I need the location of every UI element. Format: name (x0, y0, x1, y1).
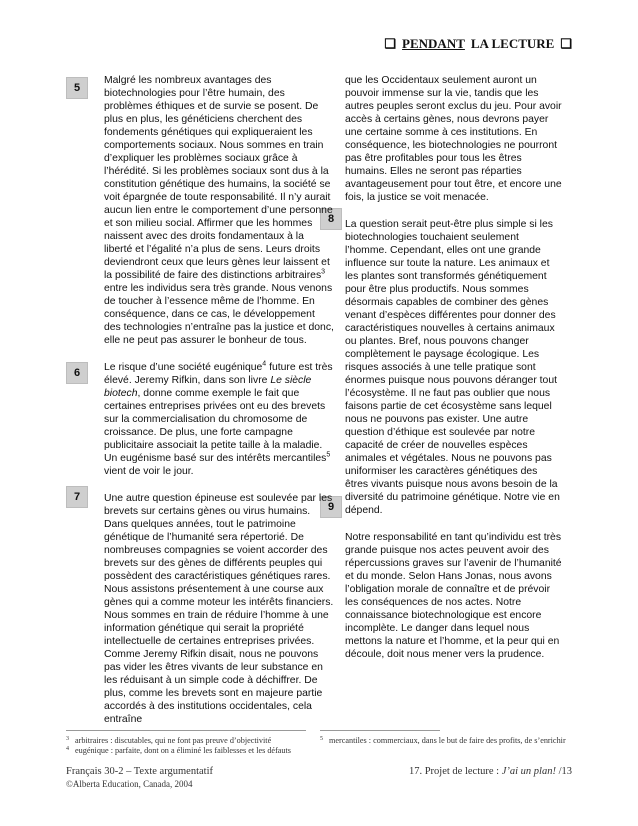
paragraph-5: Malgré les nombreux avantages des biotechnologies pour l’être humain, des problèmes éthiques et de survie se posent. De plus en plus, les généticiens cherchent des fondements génétiques qui expliqueraient les comportements sociaux. Nous sommes en train d’expliquer les problèmes sociaux grâce à l’hérédité. Si les problèmes sociaux sont dus à la constitution génétique des humains, la société se voit épargnée de toute responsabilité. Il n’y aurait aucun lien entre le comportement d’une personne et son milieu social. Affirmer que les hommes naissent avec des droits fondamentaux à la liberté et l’égalité n’a plus de sens. Leurs droits deviendront ceux que leurs gènes leur laissent et la possibilité de faire des distinctions arbitraires$^3$ entre les individus sera très grande. Nous venons de toucher à l’essence même de l’homme. En conséquence, dans ce cas, le développement des technologies n’entraîne pas la justice et donc, elle ne peut pas assurer le bonheur de tous. (104, 75, 334, 346)
footnote-ref-3: 3 (321, 268, 326, 276)
copyright: ©Alberta Education, Canada, 2004 (66, 779, 193, 789)
section-header (384, 36, 572, 52)
footnotes-right (320, 736, 570, 746)
book-title: Le siècle biotech (104, 375, 312, 399)
footnote-4: 4 eugénique : parfaite, dont on a éliminé les faiblesses et les défauts (66, 746, 291, 755)
paragraph-number-5: 5 (66, 77, 88, 99)
paragraph-7-continued: que les Occidentaux seulement auront un pouvoir immense sur la vie, tandis que les autres peuples seront exclus du jeu. Pour avoir accès à certains gènes, nous devrons payer une certaine somme à ces institutions. En conséquence, les biotechnologies ne pourront pas être profitables pour tous les êtres humains. Elles ne seront pas réparties avantageusement pour tout être, et encore une fois, la justice se voit menacée. (345, 75, 562, 203)
right-column (345, 74, 563, 671)
header-rest: LA LECTURE (470, 36, 555, 51)
footnote-ref-5: 5 (326, 451, 331, 459)
paragraph-9: Notre responsabilité en tant qu’individu est très grande puisque nos actes peuvent avoir des répercussions graves sur l’avenir de l’humanité et du monde. Selon Hans Jonas, nous avons l’obligation morale de connaître et de prévoir les conséquences de nos actes. Notre connaissance biotechnologique est encore incomplète. Le danger dans lequel nous mettons la nature et l’homme, et la peur qui en découle, doit nous mener vers la prudence. (345, 532, 562, 660)
paragraph-number-9: 9 (320, 496, 342, 518)
paragraph-number-7: 7 (66, 486, 88, 508)
footnote-5: 5 mercantiles : commerciaux, dans le but de faire des profits, de s’enrichir (320, 736, 566, 745)
left-column (104, 74, 334, 736)
footnote-ref-4: 4 (262, 360, 267, 368)
checkbox-bullet-icon: ❑ (560, 36, 572, 51)
footnotes-left (66, 736, 311, 756)
footnote-rule-right (320, 730, 440, 731)
page-number: /13 (555, 766, 572, 777)
header-pendant: PENDANT (402, 36, 465, 51)
paragraph-number-8: 8 (320, 208, 342, 230)
project-prefix: 17. Projet de lecture : (408, 766, 502, 777)
footnote-rule-left (66, 730, 306, 731)
paragraph-8: La question serait peut-être plus simple si les biotechnologies touchaient seulement l’homme. Cependant, elles ont une grande influence sur toute la nature. Les animaux et les plantes sont transformés génétiquement pour être plus productifs. Nous sommes désormais capables de combiner des gènes venant d’espèces différentes pour donner des caractéristiques nouvelles à certains animaux ou plantes. Bref, nous pouvons changer complètement le paysage écologique. Les risques associés à une telle pratique sont énormes puisque nous pouvons déranger tout l’écosystème. Il ne faut pas oublier que nous faisons partie de cet écosystème sans lequel nous ne pouvons pas exister. Une autre question d’éthique est soulevée par notre capacité de créer de nouvelles espèces animales et végétales. Nous ne pouvons pas uniformiser les caractères génétiques des êtres vivants puisque nous avons besoin de la diversité du patrimoine génétique. Notre vie en dépend. (345, 219, 560, 516)
footnote-3: 3 arbitraires : discutables, qui ne font pas preuve d’objectivité (66, 736, 272, 745)
checkbox-bullet-icon: ❑ (384, 36, 397, 51)
paragraph-6: Le risque d’une société eugénique$^4$ future est très élevé. Jeremy Rifkin, dans son livre Le siècle biotech, donne comme exemple le fait que certaines entreprises privées ont eu des brevets sur la commercialisation du chromosome de croissance. De plus, une forte campagne publicitaire associait la petite taille à la maladie. Un eugénisme basé sur des intérêts mercantiles$^5$ vient de voir le jour. (104, 360, 333, 477)
course-title: Français 30-2 – Texte argumentatif (66, 766, 213, 777)
paragraph-number-6: 6 (66, 362, 88, 384)
footer-right (409, 766, 572, 777)
footer-left (66, 766, 213, 789)
project-title: J’ai un plan! (501, 766, 556, 777)
paragraph-7: Une autre question épineuse est soulevée par les brevets sur certains gènes ou virus humains. Dans quelques années, tout le patrimoine génétique de l’humanité sera répertorié. De nombreuses compagnies se voient accorder des brevets sur des gènes de différents peuples qui possèdent des caractéristiques génétiques rares. Nous assistons présentement à une course aux gènes qui a comme moteur les intérêts financiers. Nous sommes en train de réduire l’homme à une information génétique qui serait la propriété intellectuelle de certaines entreprises privées. Comme Jeremy Rifkin disait, nous ne pouvons pas vider les êtres vivants de leur substance en les réduisant à un simple code à déchiffrer. De plus, comme les brevets sont en majeure partie accordés à des institutions occidentales, cela entraîne (104, 493, 334, 725)
